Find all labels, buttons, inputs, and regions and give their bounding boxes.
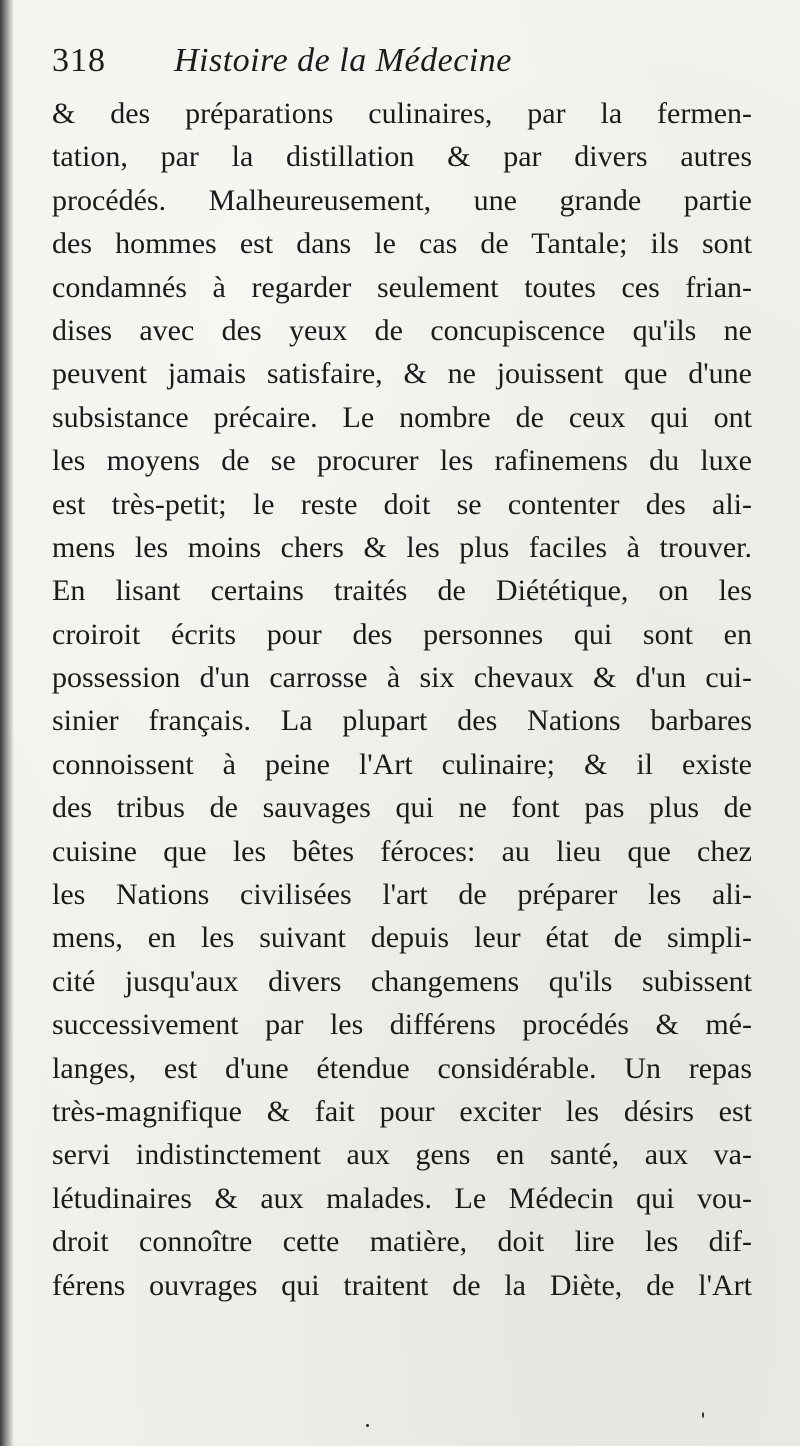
text-line: possession d'un carrosse à six chevaux & d'un cui-	[52, 661, 752, 695]
text-line: subsistance précaire. Le nombre de ceux qui ont	[52, 400, 752, 434]
text-line: peuvent jamais satisfaire, & ne jouissent que d'une	[52, 357, 752, 391]
text-line: sinier français. La plupart des Nations barbares	[52, 704, 752, 738]
ink-speck	[366, 1424, 369, 1427]
ink-speck	[702, 1412, 704, 1418]
text-line: létudinaires & aux malades. Le Médecin qui vou-	[52, 1181, 752, 1215]
text-line: des tribus de sauvages qui ne font pas plus de	[52, 791, 752, 825]
text-line: des hommes est dans le cas de Tantale; ils sont	[52, 227, 752, 261]
page-gutter-shadow	[0, 0, 14, 1446]
text-line: cité jusqu'aux divers changemens qu'ils subissent	[52, 964, 752, 998]
text-line: connoissent à peine l'Art culinaire; & il existe	[52, 747, 752, 781]
text-line: est très-petit; le reste doit se contenter des ali-	[52, 487, 752, 521]
text-line: les Nations civilisées l'art de préparer les ali-	[52, 878, 752, 912]
text-line: mens, en les suivant depuis leur état de simpli-	[52, 921, 752, 955]
page-number: 318	[52, 42, 106, 79]
text-line: langes, est d'une étendue considérable. Un repas	[52, 1051, 752, 1085]
text-line: cuisine que les bêtes féroces: au lieu que chez	[52, 834, 752, 868]
body-text	[52, 92, 752, 1307]
text-line: successivement par les différens procédés & mé-	[52, 1008, 752, 1042]
text-line: En lisant certains traités de Diététique, on les	[52, 574, 752, 608]
text-line: croiroit écrits pour des personnes qui sont en	[52, 617, 752, 651]
text-line: les moyens de se procurer les rafinemens du luxe	[52, 444, 752, 478]
text-line: tation, par la distillation & par divers autres	[52, 140, 752, 174]
text-line: mens les moins chers & les plus faciles à trouver.	[52, 530, 752, 564]
text-line: servi indistinctement aux gens en santé, aux va-	[52, 1138, 752, 1172]
text-line: très-magnifique & fait pour exciter les désirs est	[52, 1094, 752, 1128]
running-title: Histoire de la Médecine	[174, 42, 512, 79]
text-line: dises avec des yeux de concupiscence qu'ils ne	[52, 313, 752, 347]
text-line: condamnés à regarder seulement toutes ces frian-	[52, 270, 752, 304]
text-line: procédés. Malheureusement, une grande partie	[52, 183, 752, 217]
text-line: droit connoître cette matière, doit lire les dif-	[52, 1225, 752, 1259]
page-header	[52, 40, 752, 92]
text-line: & des préparations culinaires, par la fermen-	[52, 97, 752, 130]
text-line: férens ouvrages qui traitent de la Diète, de l'Art	[52, 1268, 752, 1302]
